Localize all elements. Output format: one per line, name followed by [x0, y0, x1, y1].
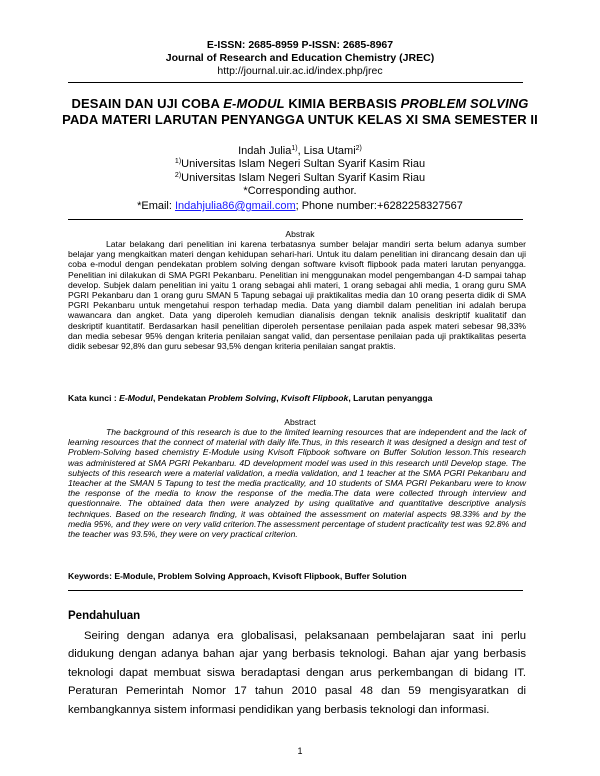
author-1-mark: 1) [291, 145, 298, 152]
page-number: 1 [297, 746, 303, 756]
abstrak-body [68, 239, 526, 351]
intro-paragraph: Seiring dengan adanya era globalisasi, pelaksanaan pembelajaran saat ini perlu didukung dengan adanya bahan ajar yang berbasis teknologi. Bahan ajar yang berbasis teknologi dapat membuat siswa beradaptasi dengan arus perkembangan di bidang IT. Peraturan Pemerintah Nomor 17 tahun 2010 pasal 48 dan 59 mengisyaratkan di kembangkannya sistem informasi pendidikan yang berbasis teknologi dan informasi. [68, 630, 526, 716]
title-part-2: E-MODUL [223, 96, 285, 111]
title-part-5: PADA MATERI LARUTAN PENYANGGA UNTUK KELAS XI SMA SEMESTER II [62, 111, 538, 127]
title-part-3: KIMIA BERBASIS [284, 96, 401, 111]
corresponding-author: *Corresponding author. [243, 185, 357, 197]
affiliation-2 [0, 172, 600, 185]
phone: ; Phone number:+6282258327567 [295, 200, 463, 212]
header-divider [68, 82, 523, 83]
section-heading-pendahuluan: Pendahuluan [68, 610, 141, 622]
abstrak-text: Latar belakang dari penelitian ini karena terbatasnya sumber belajar mandiri serta belum adanya sumber belajar yang mengkaitkan materi dengan kehidupan sehari-hari. Untuk itu dalam penelitian ini dirancang desain dan uji coba e-modul dengan pendekatan problem solving dengan software kvisoft flipbook pada materi larutan penyangga. Penelitian ini dilakukan di SMA PGRI Pekanbaru. Penelitian ini menggunakan model pengembangan 4-D sampai tahap develop. Subjek dalam penelitian ini yaitu 1 orang sebagai ahli materi, 1 orang sebagai ahli media, 1 orang guru SMA PGRI Pekanbaru dan 1 orang guru SMAN 5 Tapung sebagai uji praktikalitas media dan 10 orang peserta didik di SMA PGRI Pekanbaru untuk mengetahui respon terhadap media. Data yang diambil dalam penelitian ini adalah berupa wawancara dan angket. Data yang diperoleh kemudian dianalisis dengan teknik analisis deskriptif kualitatif dan deskriptif kuantitatif. Berdasarkan hasil penelitian diperoleh persentase penilaian pada aspek materi sebesar 98,33% dan media sebesar 95% dengan kriteria penilaian sangat valid, dan persentase penilaian pada uji praktikalitas peserta didik sebesar 92,8% dan guru sebesar 93,5% dengan kriteria penilaian sangat praktis. [68, 239, 526, 352]
affiliation-1-text: Universitas Islam Negeri Sultan Syarif Kasim Riau [181, 158, 426, 170]
kw-1: E-Modul [119, 393, 153, 403]
abstract-heading: Abstract [284, 417, 316, 427]
kata-kunci-label: Kata kunci : [68, 393, 120, 403]
abstract-divider-top [68, 219, 523, 220]
kw-4: , [276, 393, 281, 403]
abstrak-heading: Abstrak [285, 229, 315, 239]
title-part-1: DESAIN DAN UJI COBA [71, 96, 224, 111]
abstract-text: The background of this research is due to the limited learning resources that are independent and the lack of learning resources that the connect of material with daily life.Thus, in this research it was designed a design and test of Problem-Solving based chemistry E-Module using Kvisoft Flipbook software on Buffer Solution lesson.This research was administered at SMA PGRI Pekanbaru. 4D development model was used in this research until Develop stage. The subjects of this research were a material validation, a media validation, and 1 teacher at the SMA PGRI Pekanbaru and 1teacher at the SMAN 5 Tapung to test the media practicality, and 10 students of SMA PGRI Pekanbaru were to know the response of the media to know the response of the media.The data were collected through interview and questionnaire. The obtained data then were analyzed by using qualitative and quantitative descriptive analysis techniques. Based on the research finding, it was obtained the assessment on material aspects 98.33% and by the media 95%, and they were on very valid criterion.The assessment percentage of student practicality test was 92.8% and the teacher was 93.5%, they were on very practical criterion. [68, 427, 526, 540]
affiliation-2-mark: 2) [174, 172, 182, 179]
title-part-4: PROBLEM SOLVING [400, 96, 529, 111]
kw-6: , Larutan penyangga [348, 393, 433, 403]
email-link[interactable]: Indahjulia86@gmail.com [174, 200, 296, 212]
email-label: *Email: [137, 200, 175, 212]
contact-line [0, 200, 600, 213]
affiliation-1 [0, 158, 600, 171]
author-2: , Lisa Utami [297, 145, 356, 157]
authors [0, 145, 600, 158]
intro-body [68, 627, 526, 719]
kw-2: , Pendekatan [153, 393, 209, 403]
abstract-divider-bottom [68, 590, 523, 591]
journal-url[interactable]: http://journal.uir.ac.id/index.php/jrec [217, 65, 383, 77]
affiliation-2-text: Universitas Islam Negeri Sultan Syarif Kasim Riau [181, 172, 426, 184]
keywords: Keywords: E-Module, Problem Solving Approach, Kvisoft Flipbook, Buffer Solution [68, 571, 407, 581]
abstract-body [68, 427, 526, 539]
kata-kunci [68, 393, 528, 403]
kw-3: Problem Solving [208, 393, 277, 403]
journal-issn: E-ISSN: 2685-8959 P-ISSN: 2685-8967 [206, 39, 394, 51]
kw-5: Kvisoft Flipbook [281, 393, 349, 403]
paper-title [60, 96, 540, 127]
author-1: Indah Julia [238, 145, 292, 157]
journal-name: Journal of Research and Education Chemistry (JREC) [165, 52, 435, 64]
affiliation-1-mark: 1) [174, 158, 182, 165]
author-2-mark: 2) [355, 145, 362, 152]
